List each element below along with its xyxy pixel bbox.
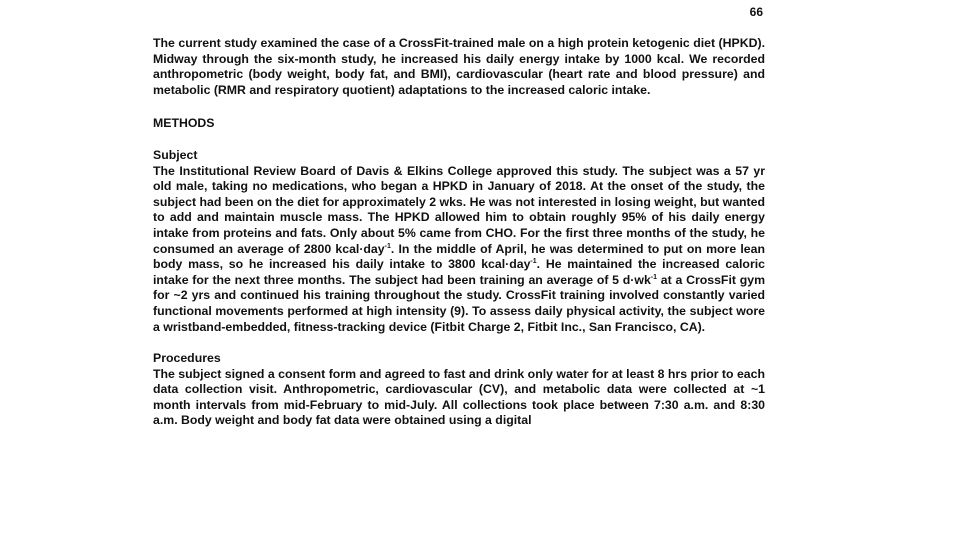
- document-body: [153, 36, 765, 429]
- subject-text-3: . He maintained the increased caloric intake for the next three months. The subject had been training an average of 5 d·wk: [153, 257, 765, 287]
- procedures-paragraph: The subject signed a consent form and agreed to fast and drink only water for at least 8 hrs prior to each data collection visit. Anthropometric, cardiovascular (CV), and metabolic data were collected at ~1 month intervals from mid-February to mid-July. All collections took place between 7:30 a.m. and 8:30 a.m. Body weight and body fat data were obtained using a digital: [153, 366, 765, 428]
- subject-text-1: The Institutional Review Board of Davis & Elkins College approved this study. The subject was a 57 yr old male, taking no medications, who began a HPKD in January of 2018. At the onset of the study, the subject had been on the diet for approximately 2 wks. He was not interested in losing weight, but wanted to add and maintain muscle mass. The HPKD allowed him to obtain roughly 95% of his daily energy intake from proteins and fats. Only about 5% came from CHO. For the first three months of the study, he consumed an average of 2800 kcal·day: [153, 163, 765, 256]
- intro-paragraph: The current study examined the case of a CrossFit-trained male on a high protein ketogenic diet (HPKD). Midway through the six-month study, he increased his daily energy intake by 1000 kcal. We recorded anthropometric (body weight, body fat, and BMI), cardiovascular (heart rate and blood pressure) and metabolic (RMR and respiratory quotient) adaptations to the increased caloric intake.: [153, 36, 765, 97]
- subject-superscript-2: -1: [530, 258, 537, 266]
- subject-text-2: . In the middle of April, he was determined to put on more lean body mass, so he increased his daily intake to 3800 kcal·day: [153, 241, 765, 272]
- subject-heading: Subject: [153, 147, 198, 162]
- subject-superscript-1: -1: [384, 242, 391, 250]
- page-number: 66: [749, 5, 763, 19]
- subject-text-4: at a CrossFit gym for ~2 yrs and continued his training throughout the study. CrossFit training involved constantly varied functional movements performed at high intensity (9). To assess daily physical activity, the subject wore a wristband-embedded, fitness-tracking device (Fitbit Charge 2, Fitbit Inc., San Francisco, CA).: [153, 272, 766, 334]
- subject-superscript-3: -1: [650, 273, 658, 281]
- procedures-heading: Procedures: [153, 351, 221, 366]
- subject-paragraph: [153, 164, 765, 336]
- methods-heading: METHODS: [153, 116, 215, 131]
